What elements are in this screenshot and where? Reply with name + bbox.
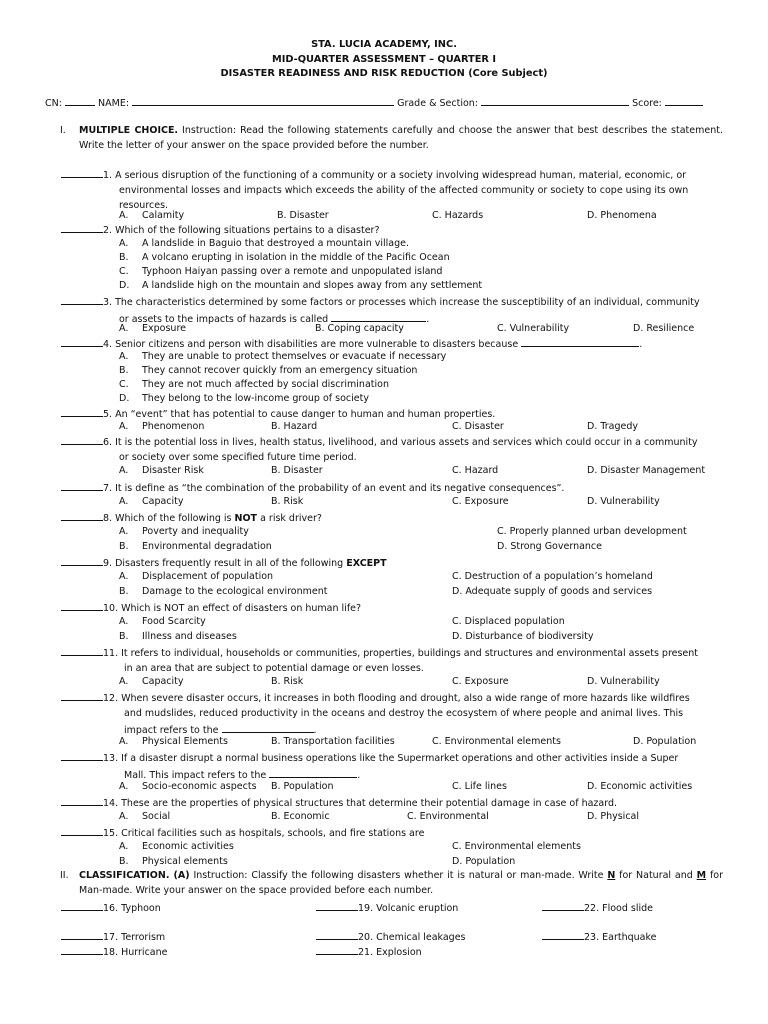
classification-item: 22. Flood slide [542,900,653,917]
option-row: A. Economic activities C. Environmental elements [0,840,768,855]
option-row: C. They are not much affected by social discrimination [0,378,768,393]
question-1: 1. A serious disruption of the functioning of a community or a society involving widespread human, material, economic, or environmental losses and impacts which exceeds the ability of the affected community or society to cope using its own resources. [61,167,723,214]
option-row: A. Displacement of population C. Destruction of a population’s homeland [0,570,768,585]
subject-title: DISASTER READINESS AND RISK REDUCTION (Core Subject) [220,68,548,79]
answer-blank[interactable] [61,406,103,417]
answer-blank[interactable] [61,600,103,611]
option: C. Exposure [452,496,509,507]
manmade-letter: M [696,870,707,881]
option: A volcano erupting in isolation in the middle of the Pacific Ocean [142,252,450,263]
option: Disaster Risk [142,465,204,476]
classification-item: 18. Hurricane [61,944,168,961]
option: Phenomenon [142,421,205,432]
option: D. Vulnerability [587,496,660,507]
option: C. Exposure [452,676,509,687]
option: B. Risk [271,676,304,687]
options-q11: A. Capacity B. Risk C. Exposure D. Vulnerability [0,675,768,690]
option: Capacity [142,676,184,687]
option: Economic activities [142,841,234,852]
option: They belong to the low-income group of society [142,393,369,404]
answer-blank[interactable] [61,690,103,701]
student-info-line [45,95,725,112]
grade-label: Grade & Section: [397,98,479,109]
option: Typhoon Haiyan passing over a remote and unpopulated island [142,266,443,277]
option: Physical elements [142,856,228,867]
classification-item: 21. Explosion [316,944,422,961]
answer-blank[interactable] [61,750,103,761]
options-q14: A. Social B. Economic C. Environmental D. Physical [0,810,768,825]
option-row: B. Illness and diseases D. Disturbance of biodiversity [0,630,768,645]
option-row: D. A landslide high on the mountain and slopes away from any settlement [0,279,768,294]
question-12: 12. When severe disaster occurs, it increases in both flooding and drought, also a wide range of more hazards like wildfires and mudslides, reduced productivity in the oceans and destroy the ecosystem of where people and animal lives. This impact refers to the . [61,690,723,739]
question-5: 5. An “event” that has potential to cause danger to human and human properties. [61,406,723,423]
option: D. Resilience [633,323,695,334]
cn-field[interactable] [65,95,95,106]
option: D. Strong Governance [497,541,603,552]
option: C. Hazards [432,210,484,221]
name-label: NAME: [98,98,130,109]
option: B. Coping capacity [315,323,404,334]
option: D. Population [452,856,516,867]
options-q1: A. Calamity B. Disaster C. Hazards D. Phenomena [0,209,768,224]
option: D. Disturbance of biodiversity [452,631,594,642]
option: B. Economic [271,811,330,822]
option-row: B. Damage to the ecological environment D. Adequate supply of goods and services [0,585,768,600]
options-q7: A. Capacity B. Risk C. Exposure D. Vulnerability [0,495,768,510]
option: D. Physical [587,811,639,822]
options-q13: A. Socio-economic aspects B. Population C. Life lines D. Economic activities [0,780,768,795]
option: B. Hazard [271,421,318,432]
option: C. Environmental [407,811,489,822]
question-11: 11. It refers to individual, households or communities, properties, buildings and structures and environmental assets present in an area that are subject to potential damage or even losses. [61,645,723,677]
option: D. Population [633,736,697,747]
classification-item: 19. Volcanic eruption [316,900,458,917]
answer-blank[interactable] [542,929,584,940]
option: Exposure [142,323,186,334]
cn-label: CN: [45,98,62,109]
question-2: 2. Which of the following situations pertains to a disaster? [61,222,723,239]
question-4: 4. Senior citizens and person with disabilities are more vulnerable to disasters because . [61,336,723,353]
grade-section-field[interactable] [481,95,629,106]
option: They are not much affected by social discrimination [142,379,389,390]
option: C. Environmental elements [432,736,561,747]
question-13: 13. If a disaster disrupt a normal business operations like the Supermarket operations and other activities inside a Super Mall. This impact refers to the . [61,750,723,784]
option: D. Phenomena [587,210,657,221]
answer-blank[interactable] [61,510,103,521]
answer-blank[interactable] [316,929,358,940]
section-title: CLASSIFICATION. (A) [79,870,190,881]
option: D. Disaster Management [587,465,706,476]
options-q3: A. Exposure B. Coping capacity C. Vulnerability D. Resilience [0,322,768,337]
option: Calamity [142,210,185,221]
option: B. Disaster [271,465,323,476]
option: Food Scarcity [142,616,206,627]
option: D. Economic activities [587,781,693,792]
option: C. Life lines [452,781,507,792]
question-8: 8. Which of the following is NOT a risk driver? [61,510,723,527]
section-title: MULTIPLE CHOICE. [79,125,179,136]
answer-blank[interactable] [61,336,103,347]
score-label: Score: [632,98,662,109]
option: D. Tragedy [587,421,639,432]
option-row: B. Physical elements D. Population [0,855,768,870]
assessment-title: MID-QUARTER ASSESSMENT – QUARTER I [271,54,497,65]
classification-item: 16. Typhoon [61,900,161,917]
answer-blank[interactable] [61,294,103,305]
question-15: 15. Critical facilities such as hospitals, schools, and fire stations are [61,825,723,842]
section-instruction: Instruction: Read the following statements carefully and choose the answer that best describes the statement. Write the letter of your answer on the space provided before the number. [79,125,723,151]
option: C. Properly planned urban development [497,526,687,537]
section-multiple-choice [60,124,723,154]
option: C. Displaced population [452,616,565,627]
answer-blank[interactable] [542,900,584,911]
option: D. Adequate supply of goods and services [452,586,653,597]
option: Poverty and inequality [142,526,249,537]
option-row: B. They cannot recover quickly from an emergency situation [0,364,768,379]
option-row: A. A landslide in Baguio that destroyed a mountain village. [0,237,768,252]
option: B. Disaster [277,210,329,221]
option: Illness and diseases [142,631,237,642]
option: Social [142,811,171,822]
answer-blank[interactable] [61,167,103,178]
score-field[interactable] [665,95,703,106]
answer-blank[interactable] [61,480,103,491]
option: C. Hazard [452,465,499,476]
fill-blank [331,311,426,322]
option: Environmental degradation [142,541,272,552]
answer-blank[interactable] [316,900,358,911]
answer-blank[interactable] [61,555,103,566]
option-row: A. Food Scarcity C. Displaced population [0,615,768,630]
option: B. Transportation facilities [271,736,395,747]
option: Displacement of population [142,571,274,582]
option: B. Population [271,781,334,792]
school-name: STA. LUCIA ACADEMY, INC. [311,39,457,50]
answer-blank[interactable] [61,825,103,836]
option-row: B. A volcano erupting in isolation in the middle of the Pacific Ocean [0,251,768,266]
option: They cannot recover quickly from an emergency situation [142,365,418,376]
answer-blank[interactable] [61,222,103,233]
question-6: 6. It is the potential loss in lives, health status, livelihood, and various assets and services which could occur in a community or society over some specified future time period. [61,434,723,466]
answer-blank[interactable] [61,645,103,656]
option: C. Environmental elements [452,841,581,852]
option-row: C. Typhoon Haiyan passing over a remote and unpopulated island [0,265,768,280]
option: Physical Elements [142,736,228,747]
answer-blank[interactable] [61,944,103,955]
options-q6: A. Disaster Risk B. Disaster C. Hazard D. Disaster Management [0,464,768,479]
section-numeral: II. [60,870,69,881]
option: Socio-economic aspects [142,781,257,792]
option: They are unable to protect themselves or evacuate if necessary [142,351,447,362]
fill-blank [222,722,314,733]
section-numeral: I. [60,125,66,136]
option-row: B. Environmental degradation D. Strong Governance [0,540,768,555]
answer-blank[interactable] [61,929,103,940]
answer-blank[interactable] [316,944,358,955]
option: B. Risk [271,496,304,507]
question-9: 9. Disasters frequently result in all of the following EXCEPT [61,555,723,572]
option: A landslide high on the mountain and slopes away from any settlement [142,280,483,291]
options-q5: A. Phenomenon B. Hazard C. Disaster D. Tragedy [0,420,768,435]
answer-blank[interactable] [61,434,103,445]
classification-item: 20. Chemical leakages [316,929,466,946]
fill-blank [269,767,357,778]
classification-item: 23. Earthquake [542,929,656,946]
option: D. Vulnerability [587,676,660,687]
name-field[interactable] [132,95,394,106]
question-10: 10. Which is NOT an effect of disasters on human life? [61,600,723,617]
option: C. Disaster [452,421,504,432]
question-7: 7. It is define as “the combination of the probability of an event and its negative consequences”. [61,480,723,497]
fill-blank [521,336,639,347]
option: A landslide in Baguio that destroyed a mountain village. [142,238,410,249]
option: C. Destruction of a population’s homeland [452,571,653,582]
option-row: D. They belong to the low-income group of society [0,392,768,407]
classification-item: 17. Terrorism [61,929,165,946]
option: Damage to the ecological environment [142,586,328,597]
question-14: 14. These are the properties of physical structures that determine their potential damage in case of hazard. [61,795,723,812]
option-row: A. They are unable to protect themselves or evacuate if necessary [0,350,768,365]
options-q12: A. Physical Elements B. Transportation facilities C. Environmental elements D. Population [0,735,768,750]
option: Capacity [142,496,184,507]
question-3: 3. The characteristics determined by some factors or processes which increase the susceptibility of an individual, community or assets to the impacts of hazards is called . [61,294,723,328]
answer-blank[interactable] [61,795,103,806]
section-classification: II. CLASSIFICATION. (A) Instruction: Classify the following disasters whether it is natural or man-made. Write N for Natural and M for Man-made. Write your answer on the space provided before each number. [60,870,723,896]
option-row: A. Poverty and inequality C. Properly planned urban development [0,525,768,540]
answer-blank[interactable] [61,900,103,911]
option: C. Vulnerability [497,323,570,334]
natural-letter: N [607,870,616,881]
